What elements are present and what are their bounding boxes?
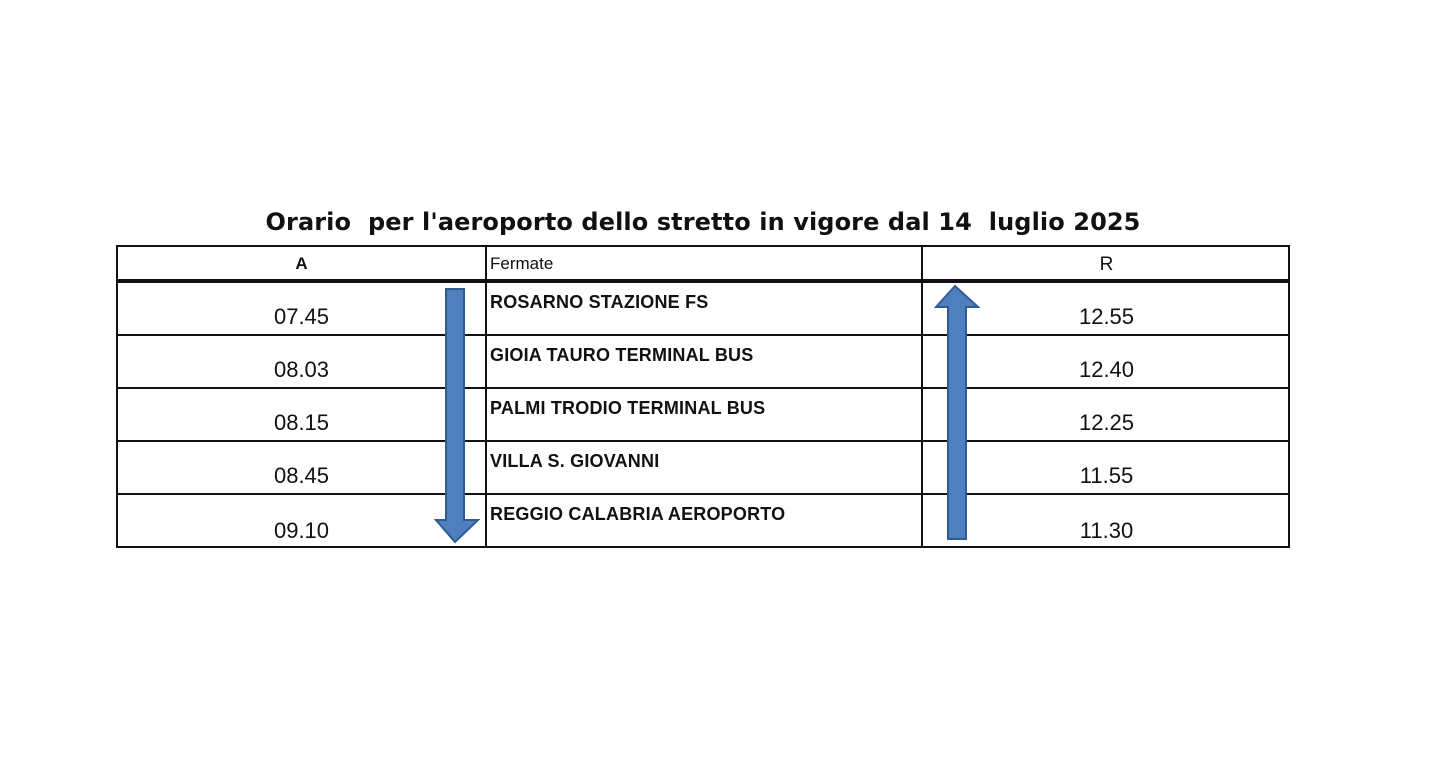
up-arrow-icon [934,285,980,541]
page-title: Orario per l'aeroporto dello stretto in vigore dal 14 luglio 2025 [265,208,1141,236]
table-row [118,389,1288,442]
timetable [116,245,1290,548]
return-time: 11.55 [1079,463,1134,488]
table-row [118,442,1288,495]
return-time: 12.40 [1078,357,1135,382]
stop-name: GIOIA TAURO TERMINAL BUS [490,345,754,365]
table-row [118,495,1288,548]
outbound-time: 07.45 [273,304,330,329]
return-time: 12.55 [1078,304,1135,329]
stop-name: PALMI TRODIO TERMINAL BUS [490,398,766,418]
table-row [118,336,1288,389]
return-time: 11.30 [1079,518,1134,543]
table-row [118,283,1288,336]
stop-name: VILLA S. GIOVANNI [490,451,660,471]
stop-name: REGGIO CALABRIA AEROPORTO [490,504,786,524]
stop-name: ROSARNO STAZIONE FS [490,292,709,312]
header-stops: Fermate [490,254,554,273]
header-outbound: A [295,254,308,273]
outbound-time: 09.10 [273,518,330,543]
table-header [118,247,1288,283]
up-arrow-shape [936,286,978,539]
down-arrow-icon [434,288,480,544]
outbound-time: 08.03 [273,357,330,382]
header-return: R [1099,254,1114,275]
down-arrow-shape [436,289,478,542]
return-time: 12.25 [1078,410,1135,435]
outbound-time: 08.45 [273,463,330,488]
outbound-time: 08.15 [273,410,330,435]
